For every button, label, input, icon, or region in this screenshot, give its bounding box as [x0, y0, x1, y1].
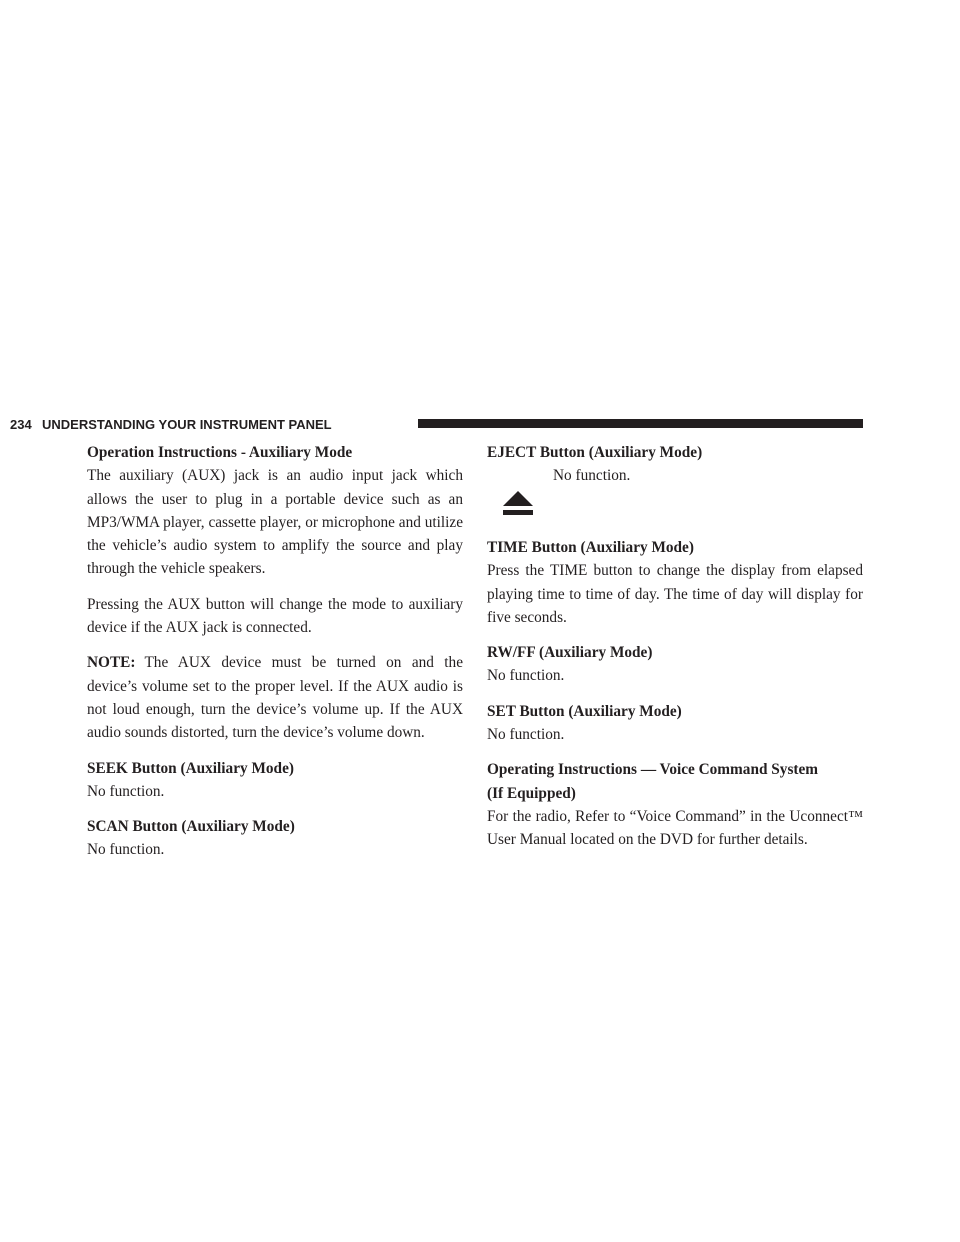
- scan-text: No function.: [87, 841, 165, 859]
- note-text: The AUX device must be turned on and the device’s volume set to the proper level. If the AUX audio is not loud enough, turn the device’s volume up. If the AUX audio sounds distorted, turn the device’s volume down.: [87, 654, 463, 742]
- eject-icon: [503, 491, 533, 516]
- scan-heading: SCAN Button (Auxiliary Mode): [87, 818, 295, 836]
- eject-heading: EJECT Button (Auxiliary Mode): [487, 444, 703, 461]
- section-title: UNDERSTANDING YOUR INSTRUMENT PANEL: [42, 417, 332, 432]
- eject-text: No function.: [553, 467, 631, 484]
- aux-note: [87, 651, 463, 744]
- rwff-text: No function.: [487, 667, 565, 685]
- eject-section: [487, 441, 863, 536]
- aux-button-description: Pressing the AUX button will change the mode to auxiliary device if the AUX jack is connected.: [87, 595, 463, 637]
- header-rule: [418, 419, 863, 428]
- note-label: NOTE:: [87, 654, 136, 672]
- right-column: [487, 441, 863, 864]
- set-heading: SET Button (Auxiliary Mode): [487, 702, 682, 720]
- voice-command-heading: [487, 758, 863, 805]
- voice-heading-line2: (If Equipped): [487, 784, 576, 802]
- set-text: No function.: [487, 726, 565, 744]
- time-heading: TIME Button (Auxiliary Mode): [487, 539, 694, 556]
- left-column: [87, 441, 463, 874]
- seek-text: No function.: [87, 782, 165, 800]
- rwff-heading: RW/FF (Auxiliary Mode): [487, 644, 653, 662]
- aux-description: The auxiliary (AUX) jack is an audio input jack which allows the user to plug in a portable device such as an MP3/WMA player, cassette player, or microphone and utilize the vehicle’s audio system to amplify the source and play through the vehicle speakers.: [87, 467, 463, 578]
- time-text: Press the TIME button to change the display from elapsed playing time to time of day. The time of day will display for five seconds.: [487, 562, 863, 626]
- page-header: [0, 416, 863, 434]
- seek-heading: SEEK Button (Auxiliary Mode): [87, 759, 294, 777]
- voice-command-text: For the radio, Refer to “Voice Command” in the Uconnect™ User Manual located on the DVD for further details.: [487, 807, 863, 849]
- aux-mode-heading: Operation Instructions - Auxiliary Mode: [87, 444, 353, 461]
- page-number: 234: [10, 417, 32, 432]
- voice-heading-line1: Operating Instructions — Voice Command System: [487, 761, 819, 779]
